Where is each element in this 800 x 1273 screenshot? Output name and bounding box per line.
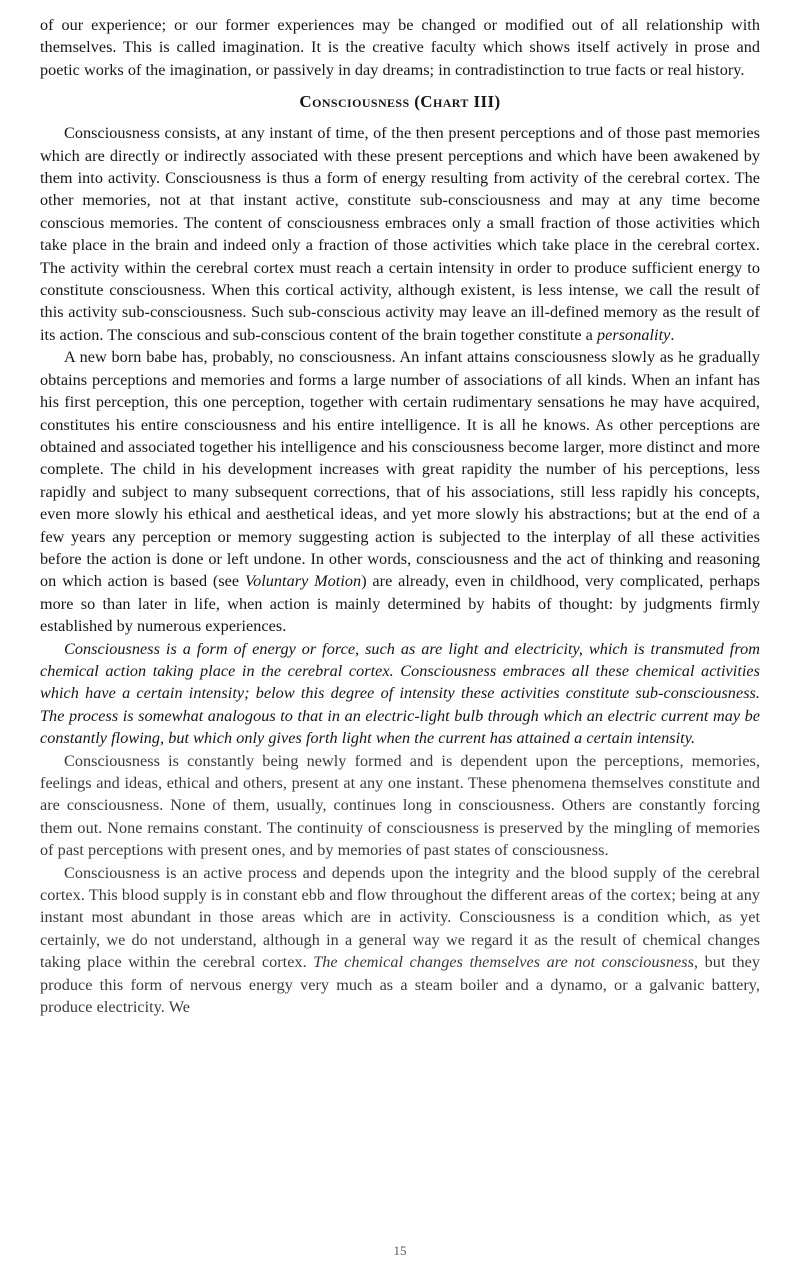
section-heading: Consciousness (Chart III) — [299, 92, 501, 112]
paragraph-infant-consciousness — [40, 346, 760, 637]
emphasis-chemical-changes: The chemical changes themselves are not consciousness — [313, 953, 694, 972]
paragraph-text-end: ) are already, even in childhood, very complicated, perhaps more so than later in life, when action is mainly determined by habits of thought: by judgments firmly established by numerous experiences. — [40, 572, 760, 636]
paragraph-active-process — [40, 862, 760, 1019]
paragraph-text: A new born babe has, probably, no consciousness. An infant attains consciousness slowly as he gradually obtains perceptions and memories and forms a large number of associations of all kinds. When an infant has his first perception, this one perception, together with certain rudimentary sensations he may have acquired, constitutes his entire consciousness and his entire intelligence. It is all he knows. As other perceptions are obtained and associated together his intelligence and his consciousness become larger, more distinct and more complete. The child in his development increases with great rapidity the number of his perceptions, less rapidly and subject to many subsequent corrections, that of his associations, still less rapidly his concepts, even more slowly his ethical and aesthetical ideas, and yet more slowly his abstractions; but at the end of a few years any perception or memory suggesting action is subjected to the interplay of all these activities before the action is done or left undone. In other words, consciousness and the act of thinking and reasoning on which action is based (see — [40, 348, 760, 591]
page-number: 15 — [393, 1243, 407, 1258]
paragraph-text: Consciousness is an active process and depends upon the integrity and the blood supply of the cerebral cortex. This blood supply is in constant ebb and flow throughout the different areas of the cortex; being at any instant most abundant in those areas which are in activity. Consciousness is a condition which, as yet certainly, we do not understand, although in a general way we regard it as the result of chemical changes taking place within the cerebral cortex. — [40, 863, 760, 972]
emphasis-voluntary-motion: Voluntary Motion — [244, 572, 362, 591]
paragraph-consciousness-definition — [40, 122, 760, 346]
intro-paragraph: of our experience; or our former experiences may be changed or modified out of all relationship with themselves. This is called imagination. It is the creative faculty which shows itself actively in prose and poetic works of the imagination, or passively in day dreams; in contradistinction to true facts or real history. — [40, 16, 760, 79]
paragraph-text-end: . — [670, 325, 675, 344]
paragraph-energy-analogy: Consciousness is a form of energy or force, such as are light and electricity, which is transmuted from chemical action taking place in the cerebral cortex. Consciousness embraces all these chemical activities which have a certain intensity; below this degree of intensity these activities constitute sub-consciousness. The process is somewhat analogous to that in an electric-light bulb through which an electric current may be constantly flowing, but which only gives forth light when the current has attained a certain intensity. — [40, 639, 760, 748]
paragraph-text-end: , but they produce this form of nervous energy very much as a steam boiler and a dynamo, or a galvanic battery, produce electricity. We — [40, 953, 760, 1017]
paragraph-continuity: Consciousness is constantly being newly formed and is dependent upon the perceptions, memories, feelings and ideas, ethical and others, present at any one instant. These phenomena themselves constitute and are consciousness. None of them, usually, continues long in consciousness. Others are constantly forcing them out. None remains constant. The continuity of consciousness is preserved by the mingling of memories of past perceptions with present ones, and by memories of past states of consciousness. — [40, 751, 760, 860]
emphasis-personality: personality — [596, 325, 671, 344]
paragraph-text: Consciousness consists, at any instant of time, of the then present perceptions and of those past memories which are directly or indirectly associated with these present perceptions and which have been awakened by them into activity. Consciousness is thus a form of energy resulting from activity of the cerebral cortex. The other memories, not at that instant active, constitute sub-consciousness and may at any time become conscious memories. The content of consciousness embraces only a small fraction of those activities which take place in the brain and indeed only a fraction of those activities which take place in the cerebral cortex. The activity within the cerebral cortex must reach a certain intensity in order to produce sufficient energy to constitute consciousness. When this cortical activity, although existent, is less intense, we call the result of this activity sub-consciousness. Such sub-conscious activity may leave an ill-defined memory as the result of its action. The conscious and sub-conscious content of the brain together constitute a — [40, 124, 760, 344]
